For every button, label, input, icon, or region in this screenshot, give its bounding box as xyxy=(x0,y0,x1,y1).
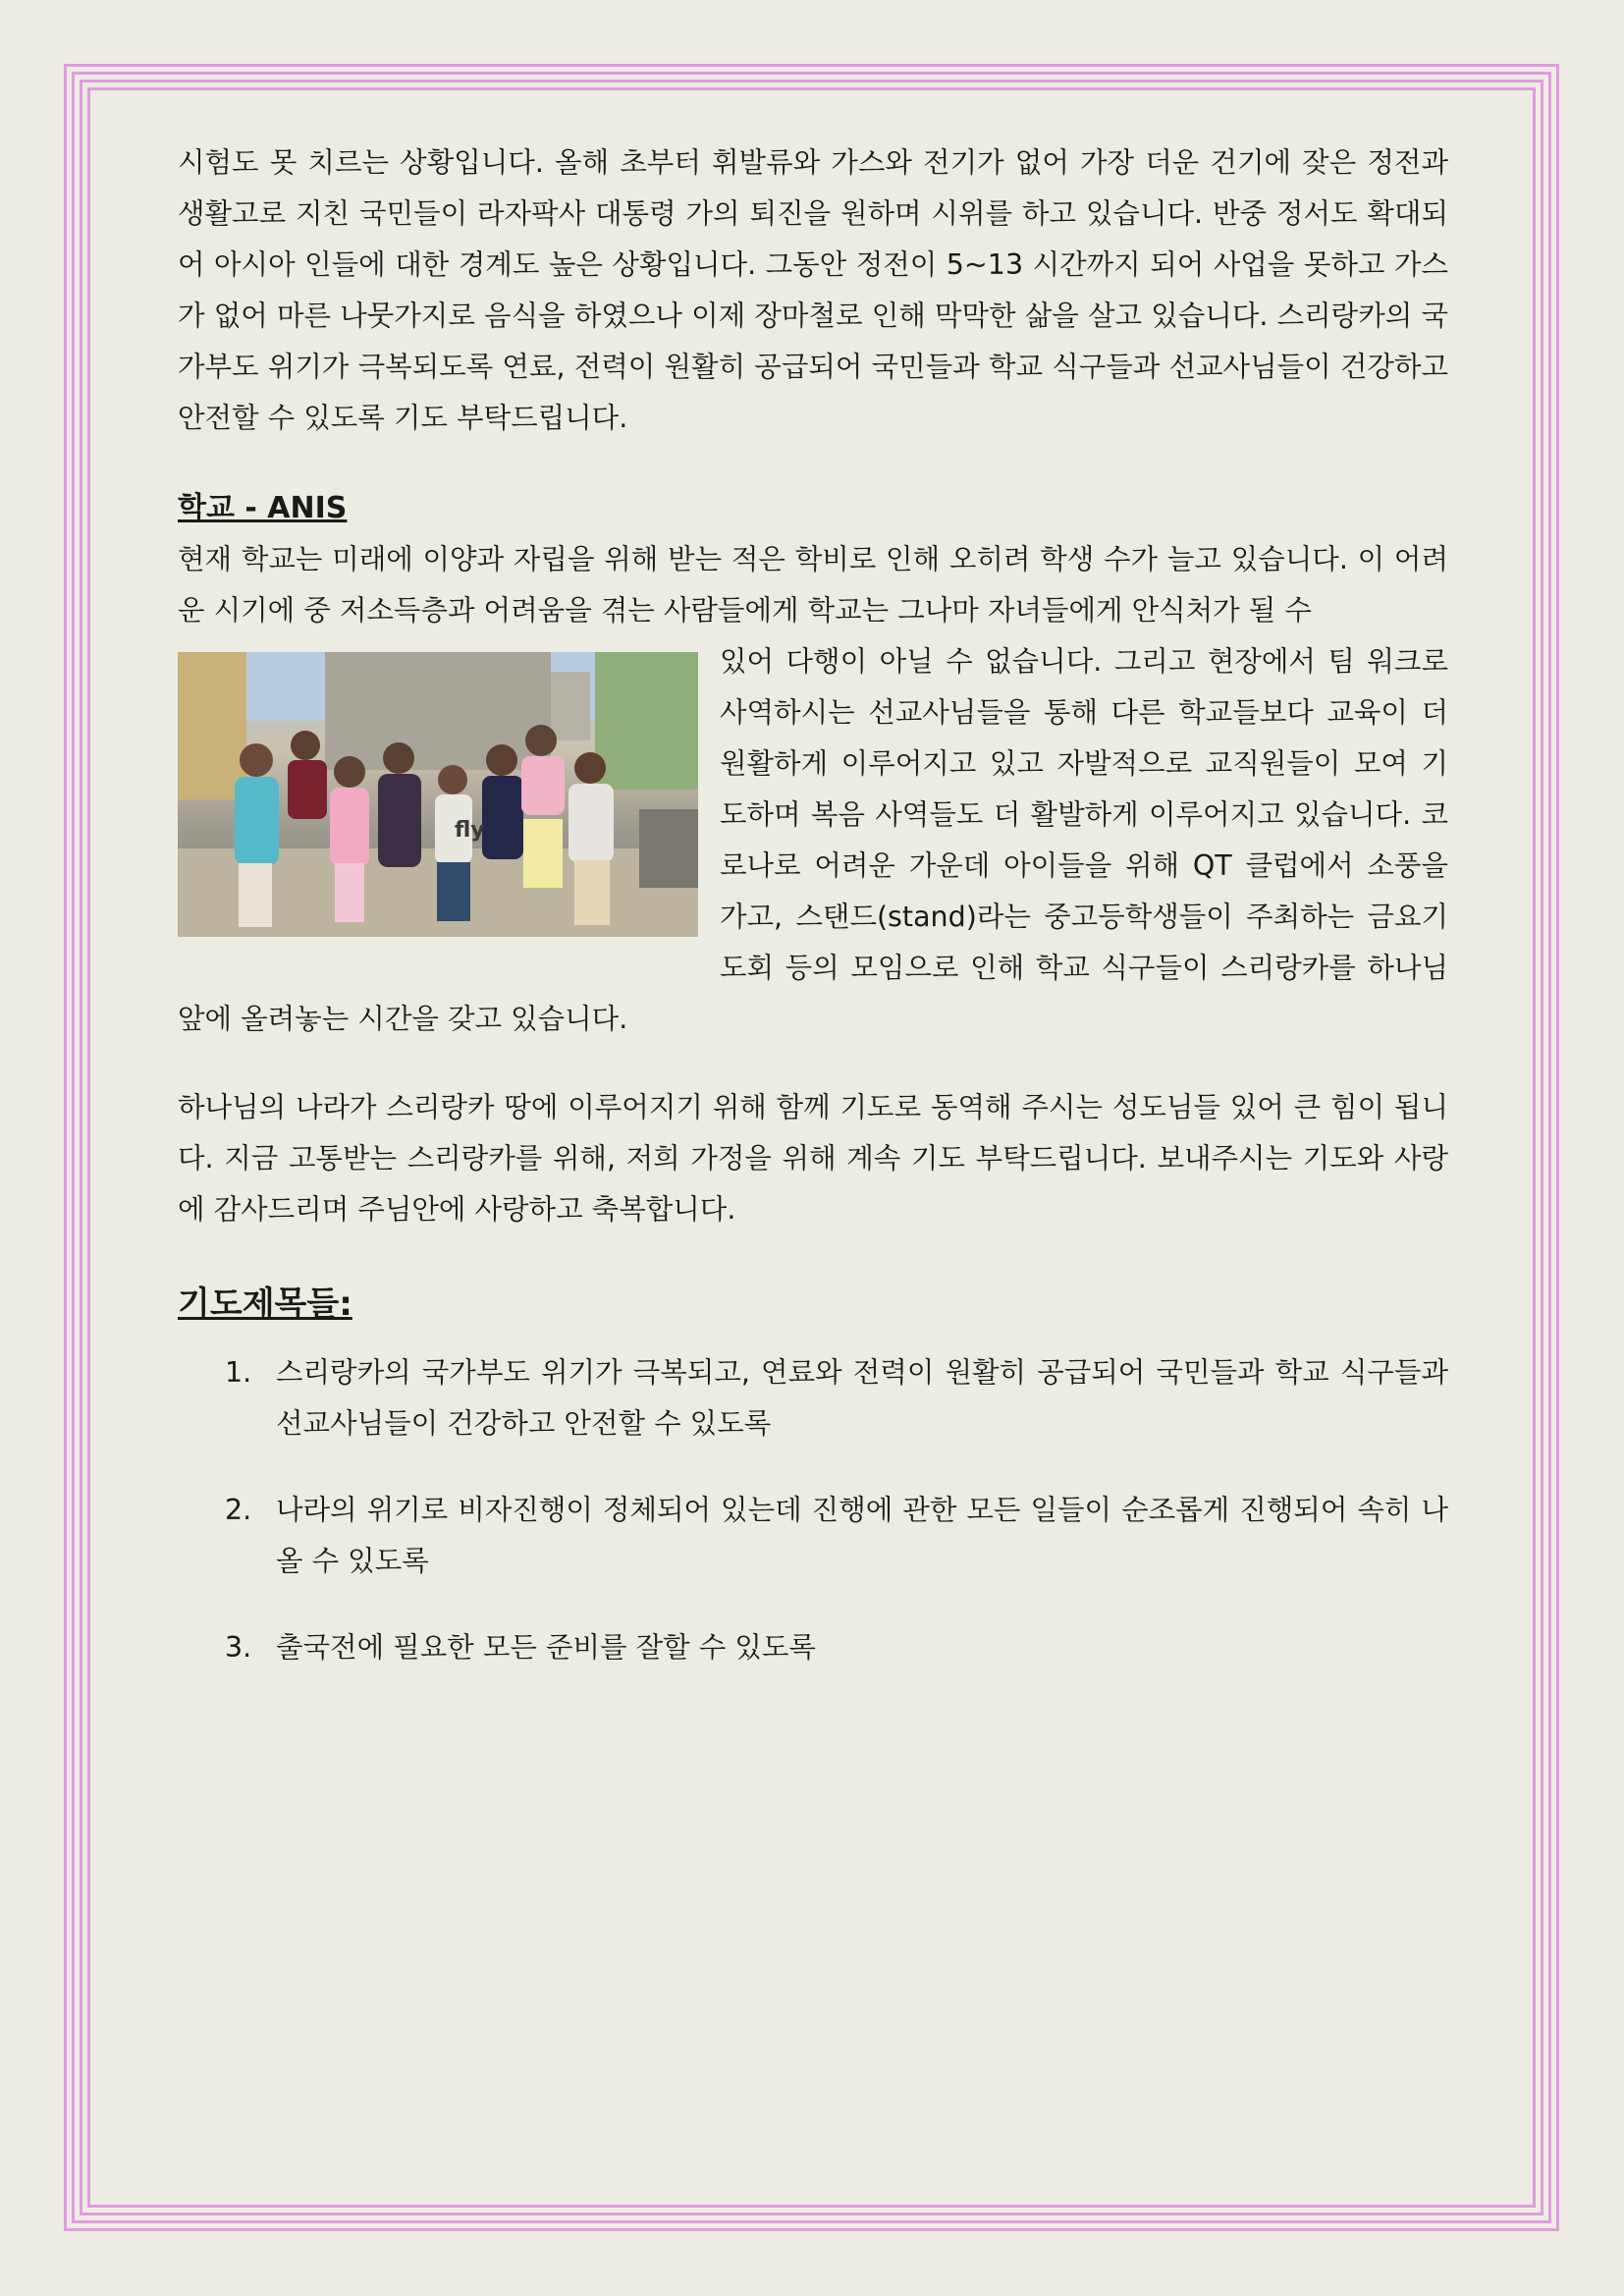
list-item xyxy=(178,1485,1448,1587)
list-item-number: 2. xyxy=(225,1494,252,1526)
intro-paragraph: 시험도 못 치르는 상황입니다. 올해 초부터 휘발류와 가스와 전기가 없어 가장 더운 건기에 잦은 정전과 생활고로 지친 국민들이 라자팍사 대통령 가의 퇴진을 원하며 시위를 하고 있습니다. 반중 정서도 확대되어 아시아 인들에 대한 경계도 높은 상황입니다. 그동안 정전이 5~13 시간까지 되어 사업을 못하고 가스가 없어 마른 나뭇가지로 음식을 하였으나 이제 장마철로 인해 막막한 삶을 살고 있습니다. 스리랑카의 국가부도 위기가 극복되도록 연료, 전력이 원활히 공급되어 국민들과 학교 식구들과 선교사님들이 건강하고 안전할 수 있도록 기도 부탁드립니다. xyxy=(178,146,1448,434)
document-body xyxy=(178,137,1448,1709)
prayer-topics-heading: 기도제목들: xyxy=(178,1285,352,1324)
school-children-photo xyxy=(178,652,698,937)
list-item xyxy=(178,1347,1448,1449)
prayer-topics-list xyxy=(178,1347,1448,1673)
list-item xyxy=(178,1622,1448,1673)
list-item-text: 스리랑카의 국가부도 위기가 극복되고, 연료와 전력이 원활히 공급되어 국민들과 학교 식구들과 선교사님들이 건강하고 안전할 수 있도록 xyxy=(276,1356,1448,1440)
school-heading: 학교 - ANIS xyxy=(178,491,348,525)
school-children-photo-illustration xyxy=(178,652,698,937)
list-item-number: 1. xyxy=(225,1356,252,1389)
school-paragraph-start: 현재 학교는 미래에 이양과 자립을 위해 받는 적은 학비로 인해 오히려 학생 수가 늘고 있습니다. 이 어려운 시기에 중 저소득층과 어려움을 겪는 사람들에게 학교는 그나마 자녀들에게 안식처가 될 수 xyxy=(178,543,1448,627)
closing-paragraph: 하나님의 나라가 스리랑카 땅에 이루어지기 위해 함께 기도로 동역해 주시는 성도님들 있어 큰 힘이 됩니다. 지금 고통받는 스리랑카를 위해, 저희 가정을 위해 계속 기도 부탁드립니다. 보내주시는 기도와 사랑에 감사드리며 주님안에 사랑하고 축복합니다. xyxy=(178,1091,1448,1226)
school-paragraph-rest: 있어 다행이 아닐 수 없습니다. 그리고 현장에서 팀 워크로 사역하시는 선교사님들을 통해 다른 학교들보다 교육이 더 원활하게 이루어지고 있고 자발적으로 교직원들이 모여 기도하며 복음 사역들도 더 활발하게 이루어지고 있습니다. 코로나로 어려운 가운데 아이들을 위해 QT 클럽에서 소풍을 가고, 스탠드(stand)라는 중고등학생들이 주최하는 금요기도회 등의 모임으로 인해 학교 식구들이 스리랑카를 하나님 앞에 올려놓는 시간을 갖고 있습니다. xyxy=(178,645,1448,1035)
list-item-text: 출국전에 필요한 모든 준비를 잘할 수 있도록 xyxy=(276,1631,816,1664)
school-section xyxy=(178,534,1448,1045)
list-item-number: 3. xyxy=(225,1631,252,1664)
list-item-text: 나라의 위기로 비자진행이 정체되어 있는데 진행에 관한 모든 일들이 순조롭게 진행되어 속히 나올 수 있도록 xyxy=(276,1494,1448,1577)
shirt-text: fly xyxy=(455,818,485,843)
